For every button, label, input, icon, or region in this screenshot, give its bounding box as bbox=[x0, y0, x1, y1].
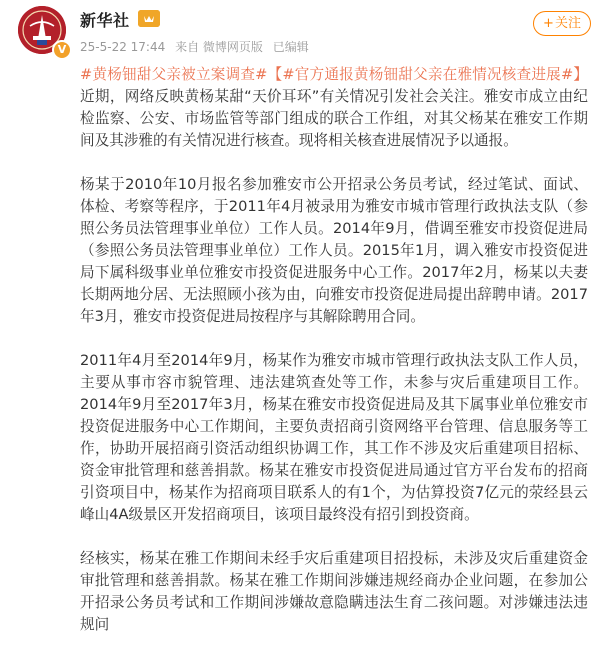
follow-label: 关注 bbox=[554, 16, 581, 31]
paragraph-4: 经核实，杨某在雅工作期间未经手灾后重建项目招投标，未涉及灾后重建资金审批管理和慈善捐款。杨某在雅工作期间涉嫌违规经商办企业问题，在参加公开招录公务员考试和工作期间涉嫌故意隐瞒违法生育二孩问题。对涉嫌违法违规问 bbox=[80, 550, 588, 633]
paragraph-text: 近期，网络反映黄杨某甜“天价耳环”有关情况引发社会关注。雅安市成立由纪检监察、公安、市场监管等部门组成的联合工作组，对其父杨某在雅安工作期间及其涉雅的有关情况进行核查。现将相关核查进展情况予以通报。 bbox=[80, 88, 588, 149]
edited-label[interactable]: 已编辑 bbox=[272, 40, 309, 54]
plus-icon: + bbox=[543, 16, 554, 31]
follow-button[interactable] bbox=[533, 11, 591, 36]
paragraph-1 bbox=[80, 64, 588, 152]
verified-icon: V bbox=[52, 40, 72, 60]
post-source: 来自 微博网页版 bbox=[175, 40, 263, 54]
vip-badge-icon[interactable] bbox=[138, 10, 160, 27]
post-time[interactable]: 25-5-22 17:44 bbox=[80, 40, 166, 54]
post-meta bbox=[80, 38, 315, 55]
paragraph-2: 杨某于2010年10月报名参加雅安市公开招录公务员考试，经过笔试、面试、体检、考察等程序，于2011年4月被录用为雅安市城市管理行政执法支队（参照公务员法管理事业单位）工作人员。2014年9月，借调至雅安市投资促进局（参照公务员法管理事业单位）工作人员。2015年1月，调入雅安市投资促进局下属科级事业单位雅安市投资促进服务中心工作。2017年2月，杨某以夫妻长期两地分居、无法照顾小孩为由，向雅安市投资促进局提出辞聘申请。2017年3月，雅安市投资促进局按程序与其解除聘用合同。 bbox=[80, 176, 588, 325]
topic-link[interactable]: 【#官方通报黄杨钿甜父亲在雅情况核查进展#】 bbox=[267, 66, 588, 83]
user-name[interactable]: 新华社 bbox=[80, 11, 130, 30]
topic-link[interactable]: #黄杨钿甜父亲被立案调查# bbox=[80, 66, 268, 83]
paragraph-3: 2011年4月至2014年9月，杨某作为雅安市城市管理行政执法支队工作人员，主要从事市容市貌管理、违法建筑查处等工作，未参与灾后重建项目工作。2014年9月至2017年3月，杨某在雅安市投资促进局及其下属事业单位雅安市投资促进服务中心工作期间，主要负责招商引资网络平台管理、信息服务等工作，协助开展招商引资活动组织协调工作，其工作不涉及灾后重建项目招标、资金审批管理和慈善捐款。杨某在雅安市投资促进局通过官方平台发布的招商引资项目中，杨某作为招商项目联系人的有1个，为估算投资7亿元的荥经县云峰山4A级景区开发招商项目，该项目最终没有招引到投资商。 bbox=[80, 352, 588, 523]
post-content bbox=[80, 64, 588, 658]
